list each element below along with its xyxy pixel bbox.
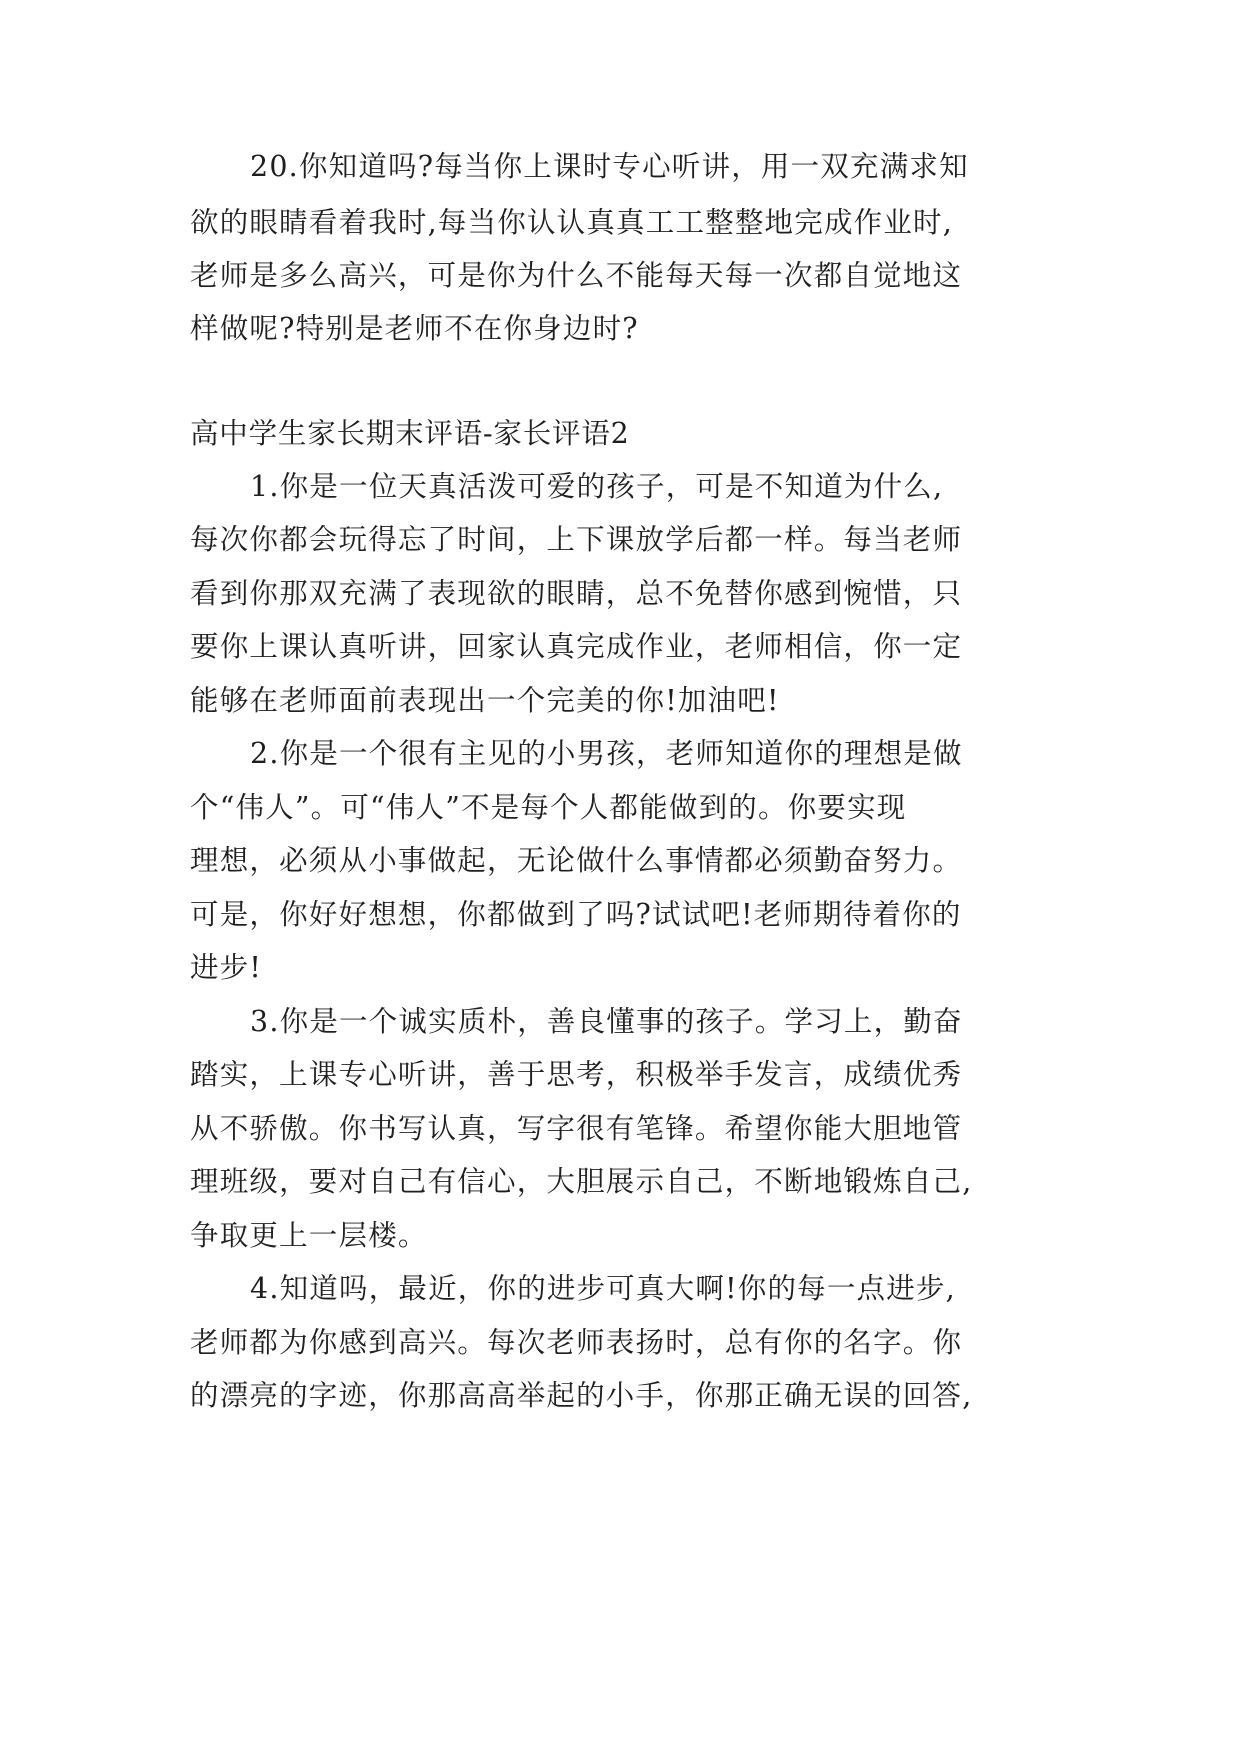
paragraph-1-line-5: 能够在老师面前表现出一个完美的你!加油吧!: [190, 684, 780, 717]
paragraph-3-line-5: 争取更上一层楼。: [190, 1219, 428, 1252]
paragraph-2-line-3: 理想，必须从小事做起，无论做什么事情都必须勤奋努力。: [190, 844, 963, 877]
paragraph-20-line-3: 老师是多么高兴，可是你为什么不能每天每一次都自觉地这: [190, 259, 963, 292]
paragraph-20-line-4: 样做呢?特别是老师不在你身边时?: [190, 312, 639, 345]
paragraph-3-line-3: 从不骄傲。你书写认真，写字很有笔锋。希望你能大胆地管: [190, 1112, 963, 1145]
paragraph-2-line-4: 可是，你好好想想，你都做到了吗?试试吧!老师期待着你的: [190, 898, 962, 931]
section-heading: 高中学生家长期末评语-家长评语2: [190, 417, 630, 450]
paragraph-3-line-4: 理班级，要对自己有信心，大胆展示自己，不断地锻炼自己,: [190, 1165, 973, 1198]
paragraph-3-line-1: 3.你是一个诚实质朴，善良懂事的孩子。学习上，勤奋: [250, 1005, 963, 1038]
paragraph-2-line-5: 进步!: [190, 951, 263, 984]
paragraph-1-line-3: 看到你那双充满了表现欲的眼睛，总不免替你感到惋惜，只: [190, 577, 963, 610]
paragraph-4-line-3: 的漂亮的字迹，你那高高举起的小手，你那正确无误的回答,: [190, 1379, 973, 1412]
paragraph-2-line-2: 个“伟人”。可“伟人”不是每个人都能做到的。你要实现: [190, 791, 907, 824]
paragraph-20-line-1: 20.你知道吗?每当你上课时专心听讲，用一双充满求知: [250, 150, 969, 183]
paragraph-1-line-4: 要你上课认真听讲，回家认真完成作业，老师相信，你一定: [190, 630, 963, 663]
paragraph-2-line-1: 2.你是一个很有主见的小男孩，老师知道你的理想是做: [250, 737, 963, 770]
paragraph-4-line-1: 4.知道吗，最近，你的进步可真大啊!你的每一点进步,: [250, 1272, 956, 1305]
paragraph-3-line-2: 踏实，上课专心听讲，善于思考，积极举手发言，成绩优秀: [190, 1058, 963, 1091]
paragraph-1-line-1: 1.你是一位天真活泼可爱的孩子，可是不知道为什么,: [250, 470, 944, 503]
paragraph-1-line-2: 每次你都会玩得忘了时间，上下课放学后都一样。每当老师: [190, 523, 963, 556]
paragraph-20-line-2: 欲的眼睛看着我时,每当你认认真真工工整整地完成作业时,: [190, 206, 954, 239]
paragraph-4-line-2: 老师都为你感到高兴。每次老师表扬时，总有你的名字。你: [190, 1326, 963, 1359]
